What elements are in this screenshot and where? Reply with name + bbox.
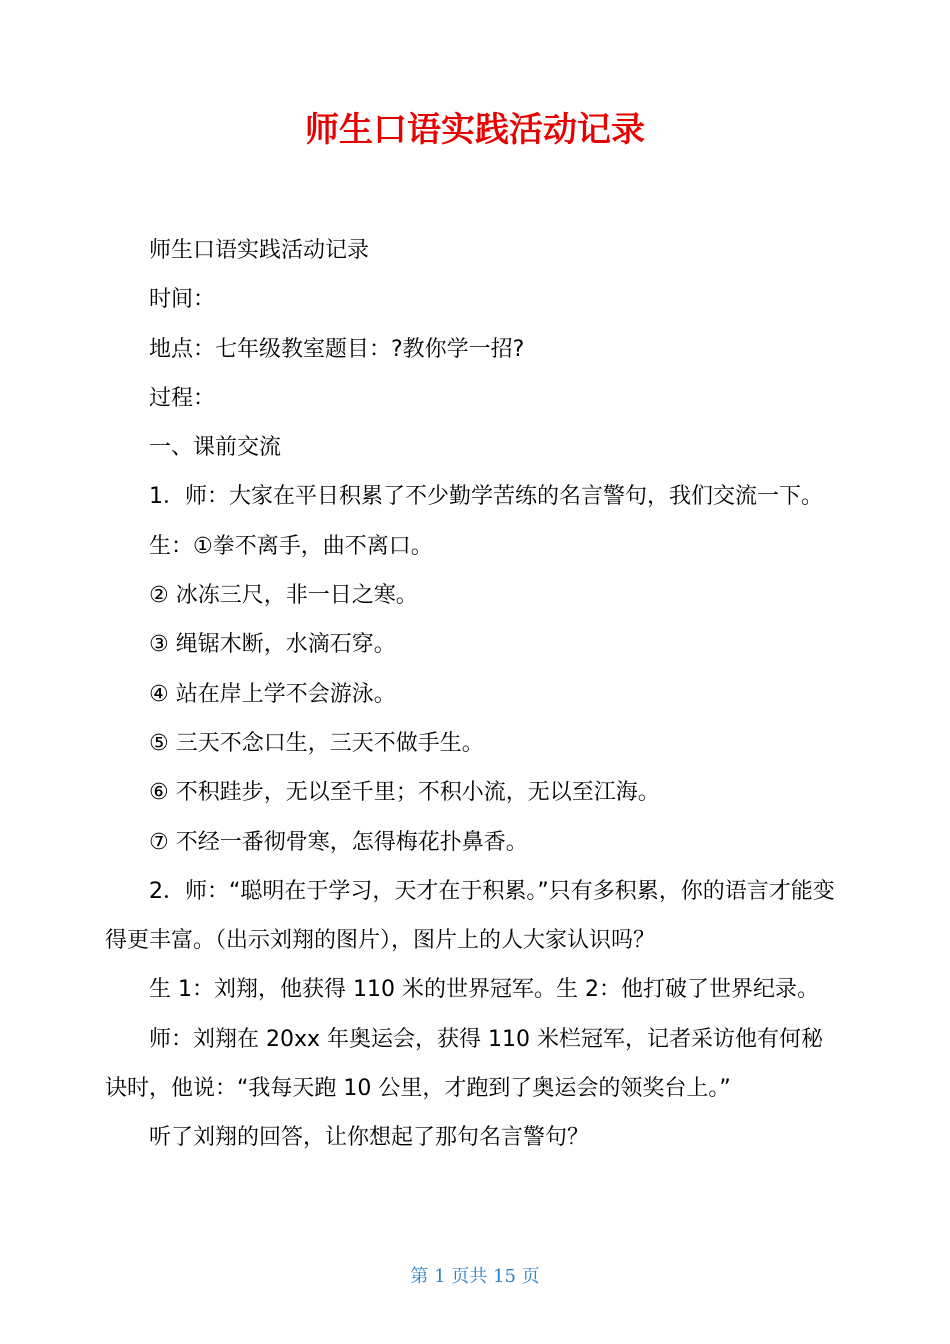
paragraph-proverb-6: ⑥ 不积跬步，无以至千里；不积小流，无以至江海。	[149, 780, 660, 806]
paragraph-heading: 师生口语实践活动记录	[149, 238, 370, 263]
document-body	[105, 226, 841, 1163]
paragraph-section-one: 一、课前交流	[149, 435, 282, 461]
paragraph-teacher-1: 1．师：大家在平日积累了不少勤学苦练的名言警句，我们交流一下。	[149, 484, 823, 510]
paragraph-teacher-2: 2．师：“聪明在于学习，天才在于积累。”只有多积累，你的语言才能变得更丰富。（出示刘翔的图片），图片上的人大家认识吗？	[105, 878, 835, 954]
document-title: 师生口语实践活动记录	[305, 110, 645, 150]
paragraph-proverb-5: ⑤ 三天不念口生，三天不做手生。	[149, 730, 484, 756]
paragraph-student-1: 生：①拳不离手，曲不离口。	[149, 533, 433, 559]
paragraph-proverb-7: ⑦ 不经一番彻骨寒，怎得梅花扑鼻香。	[149, 829, 528, 855]
paragraph-time: 时间：	[149, 287, 216, 313]
paragraph-process: 过程：	[149, 385, 216, 411]
paragraph-question: 听了刘翔的回答，让你想起了那句名言警句？	[149, 1125, 590, 1151]
paragraph-students-answer: 生 1：刘翔，他获得 110 米的世界冠军。生 2：他打破了世界纪录。	[149, 977, 819, 1003]
paragraph-proverb-2: ② 冰冻三尺，非一日之寒。	[149, 583, 418, 609]
page-footer: 第 1 页共 15 页	[410, 1266, 540, 1287]
paragraph-location: 地点：七年级教室题目：?教你学一招?	[149, 336, 525, 362]
paragraph-teacher-3: 师：刘翔在 20xx 年奥运会，获得 110 米栏冠军，记者采访他有何秘诀时，他说：“我每天跑 10 公里，才跑到了奥运会的领奖台上。”	[105, 1026, 823, 1102]
paragraph-proverb-4: ④ 站在岸上学不会游泳。	[149, 681, 396, 707]
paragraph-proverb-3: ③ 绳锯木断，水滴石穿。	[149, 632, 396, 658]
